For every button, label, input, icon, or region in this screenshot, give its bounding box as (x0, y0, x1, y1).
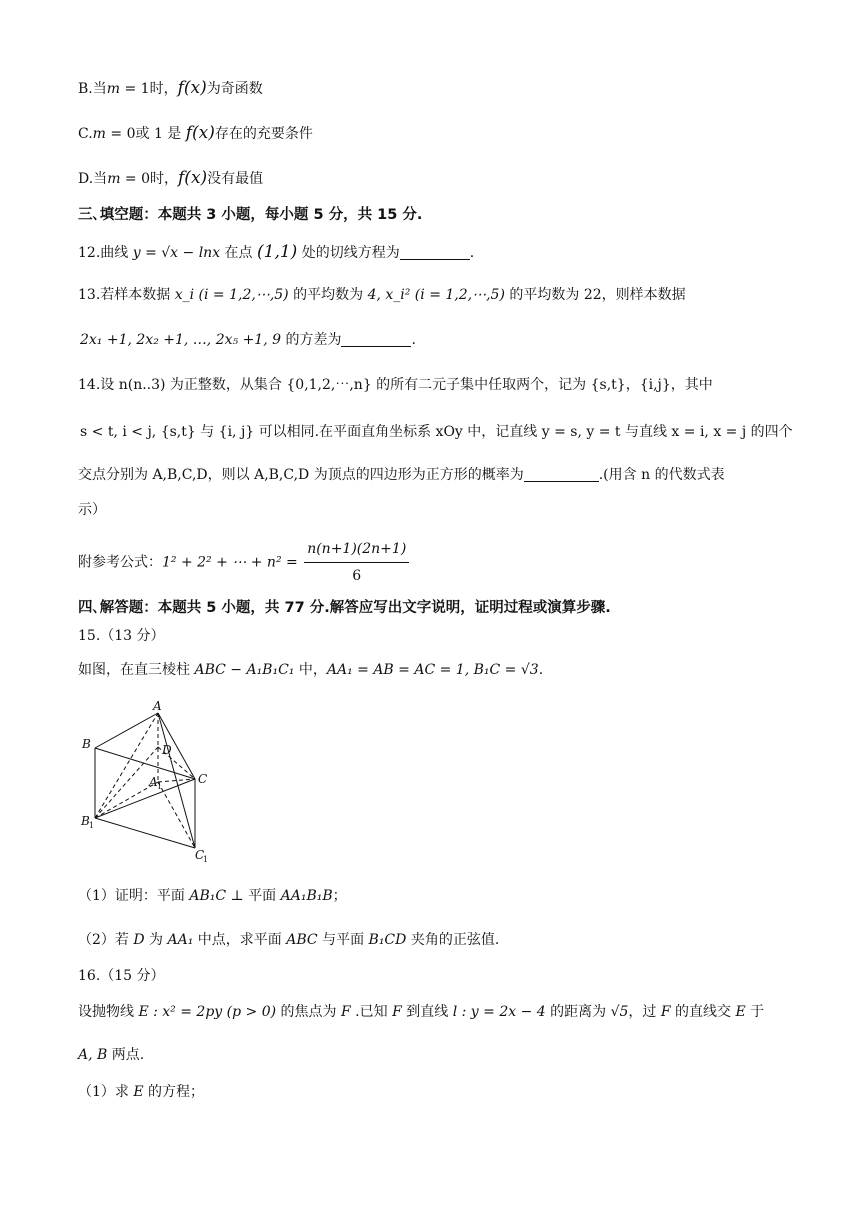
question-14-line-2: s < t, i < j, {s,t} 与 {i, j} 可以相同.在平面直角坐标系 xOy 中，记直线 y = s, y = t 与直线 x = i, x = j 的四个 (80, 424, 793, 440)
reference-formula: 附参考公式：1² + 2² + ⋯ + n² = $\frac{n(n+1)(2n+1)}{6}$ (78, 538, 409, 587)
question-12: 12.曲线 y = √x − lnx 在点 (1,1) 处的切线方程为 . (78, 242, 475, 262)
label-a: A (153, 700, 162, 713)
question-13-line-2: 2x₁ +1, 2x₂ +1, …, 2x₅ +1, 9 的方差为 . (80, 332, 416, 348)
label-b1-sub: 1 (89, 821, 95, 830)
answer-blank (524, 467, 599, 482)
label-c1: C (195, 848, 205, 862)
label-d: D (162, 743, 172, 757)
label-c1-sub: 1 (203, 855, 209, 864)
section-4-title: 四､解答题：本题共 5 小题，共 77 分.解答应写出文字说明，证明过程或演算步骤. (78, 600, 611, 616)
label-b1: B (81, 814, 90, 828)
question-16-line-2: A, B 两点. (78, 1047, 145, 1063)
label-a1-sub: 1 (157, 782, 163, 791)
question-14-line-3: 交点分别为 A,B,C,D，则以 A,B,C,D 为顶点的四边形为正方形的概率为 .(用含 n 的代数式表 (78, 467, 725, 483)
formula-fraction: $\frac{n(n+1)(2n+1)}{6}$ (304, 538, 409, 587)
label-a1: A (149, 775, 158, 789)
section-3-title: 三､填空题：本题共 3 小题，每小题 5 分，共 15 分. (78, 207, 423, 223)
label-c: C (198, 772, 208, 786)
question-16-header: 16.（15 分） (78, 968, 165, 984)
option-c: C.m = 0或 1 是 f(x)存在的充要条件 (78, 123, 313, 143)
answer-blank (341, 332, 411, 347)
question-16-part-1: （1）求 E 的方程； (78, 1084, 205, 1100)
question-15-header: 15.（13 分） (78, 628, 165, 644)
option-b: B.当m = 1时，f(x)为奇函数 (78, 78, 263, 98)
question-15-part-2: （2）若 D 为 AA₁ 中点，求平面 ABC 与平面 B₁CD 夹角的正弦值. (78, 932, 500, 948)
question-15-stem: 如图，在直三棱柱 ABC − A₁B₁C₁ 中，AA₁ = AB = AC = 1, B₁C = √3. (78, 662, 544, 678)
option-d: D.当m = 0时，f(x)没有最值 (78, 168, 264, 188)
question-14-line-1: 14.设 n(n..3) 为正整数，从集合 {0,1,2,⋯,n} 的所有二元子集中任取两个，记为 {s,t}，{i,j}，其中 (78, 377, 713, 393)
prism-figure (78, 700, 228, 865)
label-b: B (82, 737, 91, 751)
question-13-line-1: 13.若样本数据 x_i (i = 1,2,⋯,5) 的平均数为 4, x_i² (i = 1,2,⋯,5) 的平均数为 22，则样本数据 (78, 287, 686, 303)
question-16-line-1: 设抛物线 E : x² = 2py (p > 0) 的焦点为 F .已知 F 到直线 l : y = 2x − 4 的距离为 √5，过 F 的直线交 E 于 (78, 1004, 765, 1020)
question-14-line-4: 示） (78, 502, 106, 518)
answer-blank (400, 245, 470, 260)
question-15-part-1: （1）证明：平面 AB₁C ⊥ 平面 AA₁B₁B； (78, 888, 347, 904)
